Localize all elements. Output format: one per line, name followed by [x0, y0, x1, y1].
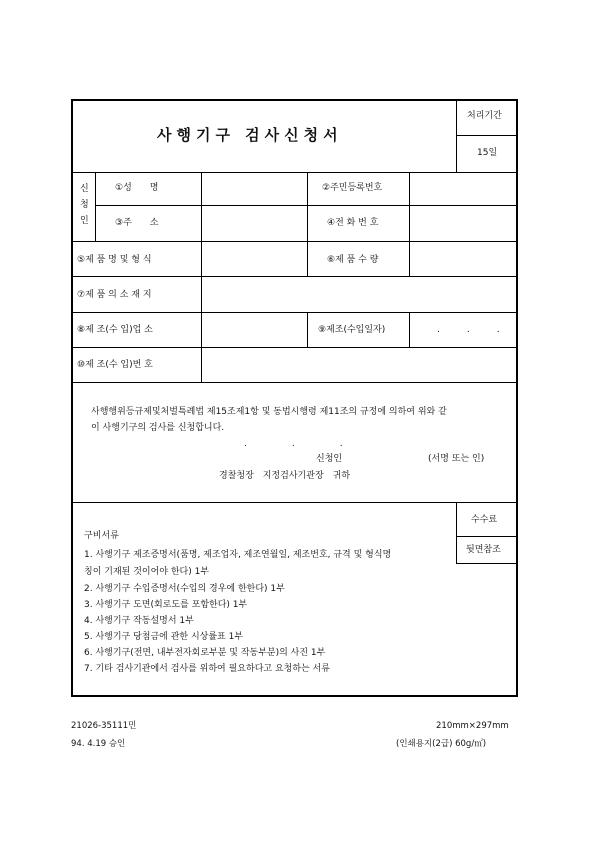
rule-row-8: [71, 312, 518, 313]
rule-fee-split: [456, 536, 518, 537]
rule-mid-col-a: [307, 172, 308, 277]
product-name-field[interactable]: [203, 243, 306, 275]
signature-label[interactable]: (서명 또는 인): [428, 454, 485, 464]
frame-left: [71, 99, 73, 697]
applicant-section-label-1: 신: [80, 184, 89, 194]
frame-right: [516, 99, 518, 697]
fee-value: 뒷면참조: [466, 545, 501, 555]
rule-title-bottom: [71, 172, 518, 173]
document-item-1: 1. 사행기구 제조증명서(품명, 제조업자, 제조연월일, 제조번호, 규격 및 형식명: [84, 550, 392, 560]
document-item-6: 6. 사행기구(전면, 내부전자회로부분 및 작동부분)의 사진 1부: [84, 648, 326, 658]
manufacturer-field[interactable]: [203, 314, 306, 346]
statement-line-1: 사행행위등규제및처벌특례법 제15조제1항 및 동법시행령 제11조의 규정에 의하여 위와 같: [91, 407, 447, 417]
statement-line-2: 이 사행기구의 검사를 신청합니다.: [91, 423, 225, 433]
location-label: ⑦제 품 의 소 재 지: [77, 290, 152, 300]
document-item-3: 3. 사행기구 도면(회로도를 포함한다) 1부: [84, 600, 248, 610]
rule-fee-bottom: [456, 563, 518, 564]
fee-label: 수수료: [471, 515, 498, 525]
phone-label: ④전 화 번 호: [327, 218, 379, 228]
name-label: ①성 명: [115, 183, 159, 193]
frame-bottom: [71, 695, 518, 697]
rule-applicant-label: [95, 172, 96, 242]
rule-statement-top: [71, 382, 518, 383]
manufacturer-label: ⑧제 조(수 입)업 소: [77, 325, 153, 335]
quantity-label: ⑥제 품 수 량: [327, 255, 379, 265]
rule-row-5: [71, 241, 518, 242]
location-field[interactable]: [203, 278, 515, 311]
document-item-7: 7. 기타 검사기관에서 검사를 위하여 필요하다고 요청하는 서류: [84, 664, 330, 674]
rule-value-col-b: [409, 312, 410, 348]
serial-label: ⑩제 조(수 입)번 호: [77, 360, 153, 370]
form-number: 21026-35111민: [71, 721, 137, 731]
applicant-section-label-3: 인: [80, 216, 89, 226]
application-date[interactable]: . . .: [244, 439, 343, 449]
rule-mid-col-b: [307, 312, 308, 348]
paper-spec: (인쇄용지(2급) 60g/㎡): [396, 739, 487, 749]
manufacture-date-label: ⑨제조(수입일자): [318, 325, 386, 335]
rule-row-10: [71, 347, 518, 348]
phone-field[interactable]: [411, 207, 515, 240]
rule-statement-bottom: [71, 502, 518, 503]
documents-heading: 구비서류: [84, 531, 119, 541]
product-name-label: ⑤제 품 명 및 형 식: [77, 255, 152, 265]
name-field[interactable]: [203, 174, 306, 204]
quantity-field[interactable]: [411, 243, 515, 275]
addressee: 경찰청장 지정검사기관장 귀하: [219, 471, 351, 481]
document-item-5: 5. 사행기구 당첨금에 관한 시상률표 1부: [84, 632, 244, 642]
processing-period-value: 15일: [477, 148, 498, 158]
document-item-2: 2. 사행기구 수입증명서(수입의 경우에 한한다) 1부: [84, 584, 285, 594]
approval-date: 94. 4.19 승인: [71, 739, 126, 749]
rule-period-split: [456, 135, 518, 136]
rule-fee-left: [456, 502, 457, 564]
serial-field[interactable]: [203, 349, 515, 381]
document-item-1-cont: 칭이 기재된 것이어야 한다) 1부: [84, 567, 210, 577]
frame-top: [71, 99, 518, 101]
paper-size: 210mm×297mm: [436, 721, 509, 731]
rule-label-col: [201, 172, 202, 383]
rule-row-7: [71, 276, 518, 277]
resident-no-label: ②주민등록번호: [322, 183, 383, 193]
address-field[interactable]: [203, 207, 306, 240]
resident-no-field[interactable]: [411, 174, 515, 204]
manufacture-date-value[interactable]: . . .: [437, 325, 500, 335]
rule-period-left: [456, 99, 457, 173]
form-title: 사행기구 검사신청서: [157, 126, 343, 144]
applicant-section-label-2: 청: [80, 200, 89, 210]
address-label: ③주 소: [115, 218, 159, 228]
processing-period-label: 처리기간: [467, 111, 502, 121]
document-item-4: 4. 사행기구 작동설명서 1부: [84, 616, 194, 626]
rule-value-col-a: [409, 172, 410, 277]
applicant-sign-label: 신청인: [316, 454, 343, 464]
